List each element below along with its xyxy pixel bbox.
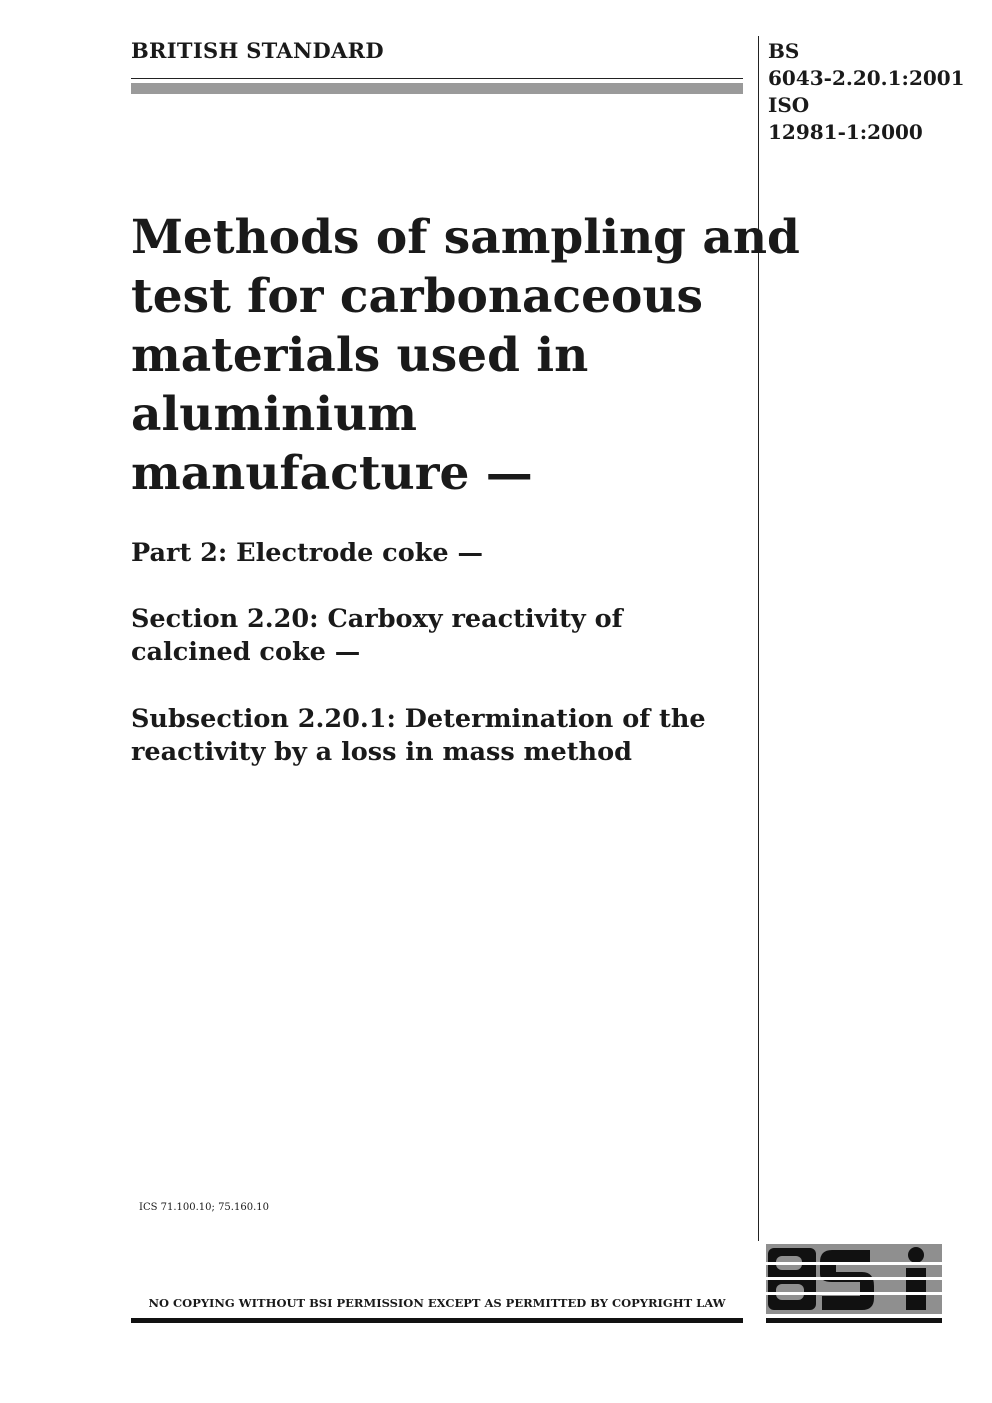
standard-number-bs-prefix: BS (768, 39, 800, 63)
subsection-heading (131, 703, 751, 769)
part-heading (131, 537, 751, 570)
title-line: materials used in (131, 328, 589, 383)
title-line: manufacture — (131, 446, 533, 501)
bsi-logo (766, 1244, 942, 1314)
footer-rule (131, 1318, 743, 1323)
part-line: Part 2: Electrode coke — (131, 538, 483, 568)
standard-number-iso-prefix: ISO (768, 93, 810, 117)
title-line: test for carbonaceous (131, 269, 704, 324)
section-line: calcined coke — (131, 637, 361, 667)
title-line: Methods of sampling and (131, 210, 800, 265)
standard-number-bs: 6043-2.20.1:2001 (768, 66, 965, 90)
ics-code: ICS 71.100.10; 75.160.10 (139, 1202, 269, 1213)
standard-number-iso: 12981-1:2000 (768, 120, 923, 144)
header-grey-band (131, 83, 743, 94)
title-line: aluminium (131, 387, 417, 442)
section-line: Section 2.20: Carboxy reactivity of (131, 604, 623, 634)
footer-rule-right (766, 1318, 942, 1323)
subsection-line: reactivity by a loss in mass method (131, 737, 632, 767)
section-heading (131, 603, 751, 669)
subsection-line: Subsection 2.20.1: Determination of the (131, 704, 706, 734)
document-type-label: BRITISH STANDARD (131, 38, 384, 63)
header-rule (131, 78, 743, 79)
copyright-notice: NO COPYING WITHOUT BSI PERMISSION EXCEPT AS PERMITTED BY COPYRIGHT LAW (148, 1296, 726, 1310)
document-title (131, 208, 800, 503)
standard-numbers (768, 38, 965, 146)
